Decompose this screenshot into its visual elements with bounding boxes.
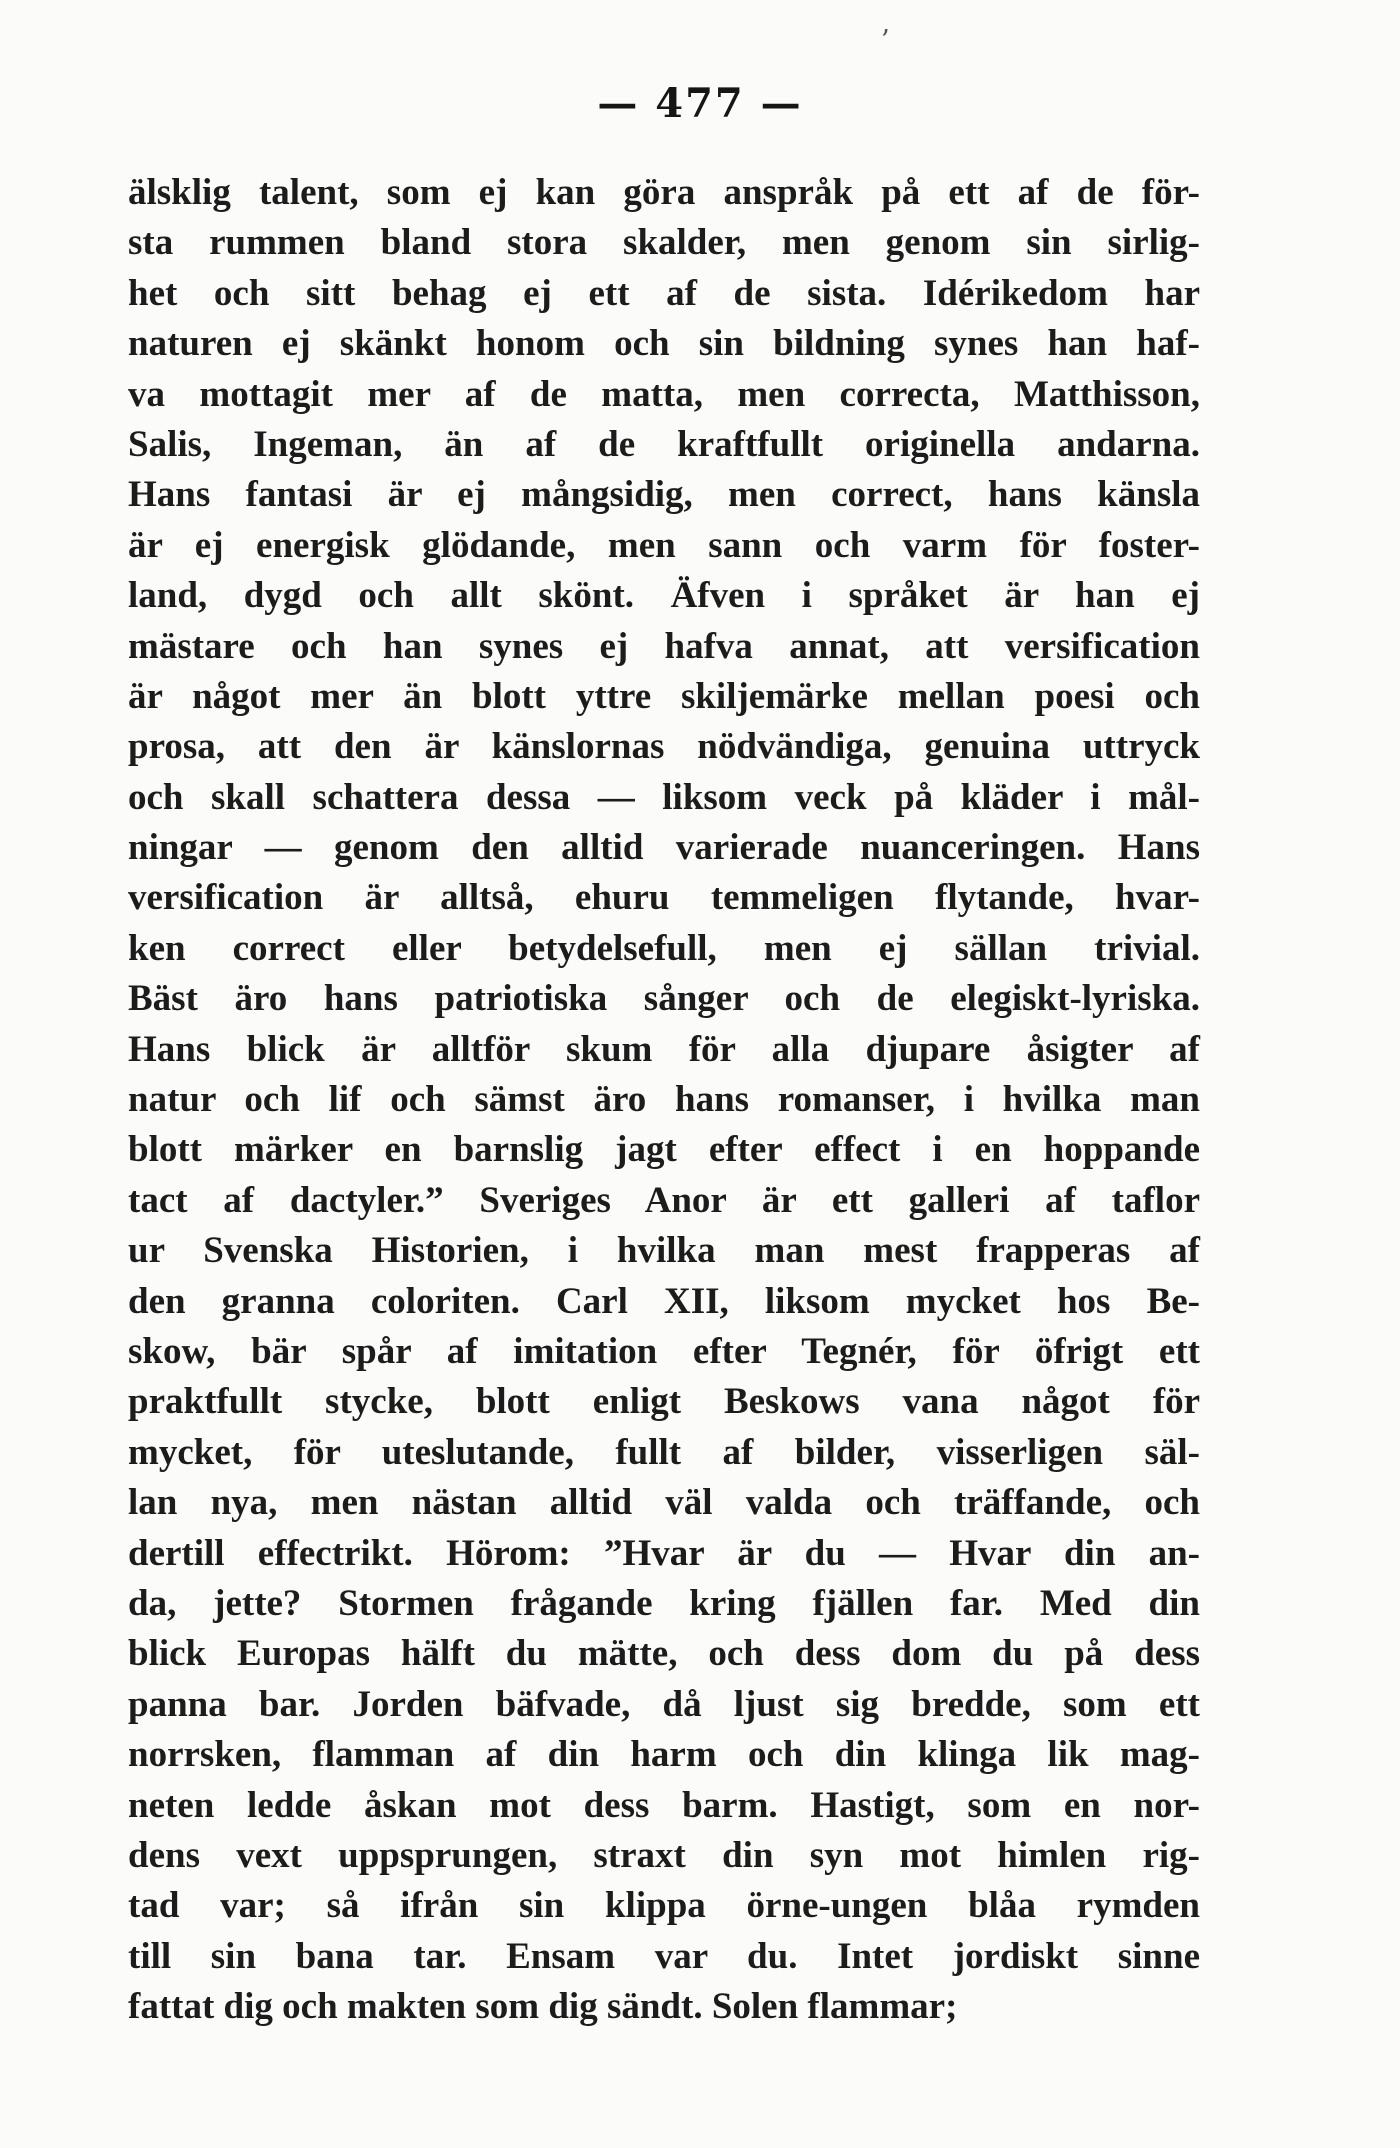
text-line: panna bar. Jorden bäfvade, då ljust sig bredde, som ett: [128, 1683, 1200, 1725]
page-number-header: — 477 —: [597, 80, 803, 127]
text-line: Bäst äro hans patriotiska sånger och de elegiskt-lyriska.: [128, 978, 1200, 1020]
text-line: Hans blick är alltför skum för alla djupare åsigter af: [128, 1028, 1200, 1070]
text-line: fattat dig och makten som dig sändt. Solen flammar;: [128, 1986, 958, 2028]
text-line: lan nya, men nästan alltid väl valda och träffande, och: [128, 1482, 1200, 1524]
text-line: skow, bär spår af imitation efter Tegnér, för öfrigt ett: [128, 1330, 1200, 1372]
text-line: natur och lif och sämst äro hans romanser, i hvilka man: [128, 1079, 1200, 1121]
text-line: är något mer än blott yttre skiljemärke mellan poesi och: [128, 675, 1200, 717]
text-line: naturen ej skänkt honom och sin bildning synes han haf-: [128, 323, 1200, 365]
text-line: versification är alltså, ehuru temmeligen flytande, hvar-: [128, 877, 1200, 919]
text-line: Salis, Ingeman, än af de kraftfullt originella andarna.: [128, 423, 1200, 465]
text-line: mycket, för uteslutande, fullt af bilder, visserligen säl-: [128, 1431, 1200, 1473]
text-line: va mottagit mer af de matta, men correcta, Matthisson,: [128, 373, 1200, 415]
text-line: Hans fantasi är ej mångsidig, men correct, hans känsla: [128, 474, 1200, 516]
text-line: blick Europas hälft du mätte, och dess dom du på dess: [128, 1633, 1200, 1675]
text-line: neten ledde åskan mot dess barm. Hastigt, som en nor-: [128, 1784, 1200, 1826]
text-line: norrsken, flamman af din harm och din klinga lik mag-: [128, 1734, 1200, 1776]
text-line: da, jette? Stormen frågande kring fjällen far. Med din: [128, 1582, 1200, 1624]
text-line: blott märker en barnslig jagt efter effect i en hoppande: [128, 1129, 1200, 1171]
text-line: ur Svenska Historien, i hvilka man mest frapperas af: [128, 1230, 1200, 1272]
text-line: tact af dactyler.” Sveriges Anor är ett galleri af taflor: [128, 1179, 1200, 1221]
text-line: den granna coloriten. Carl XII, liksom mycket hos Be-: [128, 1280, 1200, 1322]
text-line: älsklig talent, som ej kan göra anspråk på ett af de för-: [128, 172, 1200, 213]
text-line: mästare och han synes ej hafva annat, att versification: [128, 625, 1200, 667]
ink-speck: ʼ: [880, 24, 889, 57]
text-line: är ej energisk glödande, men sann och varm för foster-: [128, 524, 1200, 566]
text-line: ningar — genom den alltid varierade nuanceringen. Hans: [128, 827, 1200, 869]
text-line: till sin bana tar. Ensam var du. Intet jordiskt sinne: [128, 1935, 1200, 1977]
text-line: praktfullt stycke, blott enligt Beskows vana något för: [128, 1381, 1200, 1423]
text-line: prosa, att den är känslornas nödvändiga, genuina uttryck: [128, 726, 1200, 768]
text-line: ken correct eller betydelsefull, men ej sällan trivial.: [128, 927, 1200, 969]
text-line: dertill effectrikt. Hörom: ”Hvar är du — Hvar din an-: [128, 1532, 1200, 1574]
text-line: dens vext uppsprungen, straxt din syn mot himlen rig-: [128, 1834, 1200, 1876]
text-line: tad var; så ifrån sin klippa örne-ungen blåa rymden: [128, 1885, 1200, 1927]
text-line: sta rummen bland stora skalder, men genom sin sirlig-: [128, 222, 1200, 264]
text-line: och skall schattera dessa — liksom veck på kläder i mål-: [128, 776, 1200, 818]
page-body-text: [128, 168, 1200, 2032]
text-line: het och sitt behag ej ett af de sista. Idérikedom har: [128, 272, 1200, 314]
text-line: land, dygd och allt skönt. Äfven i språket är han ej: [128, 575, 1200, 617]
